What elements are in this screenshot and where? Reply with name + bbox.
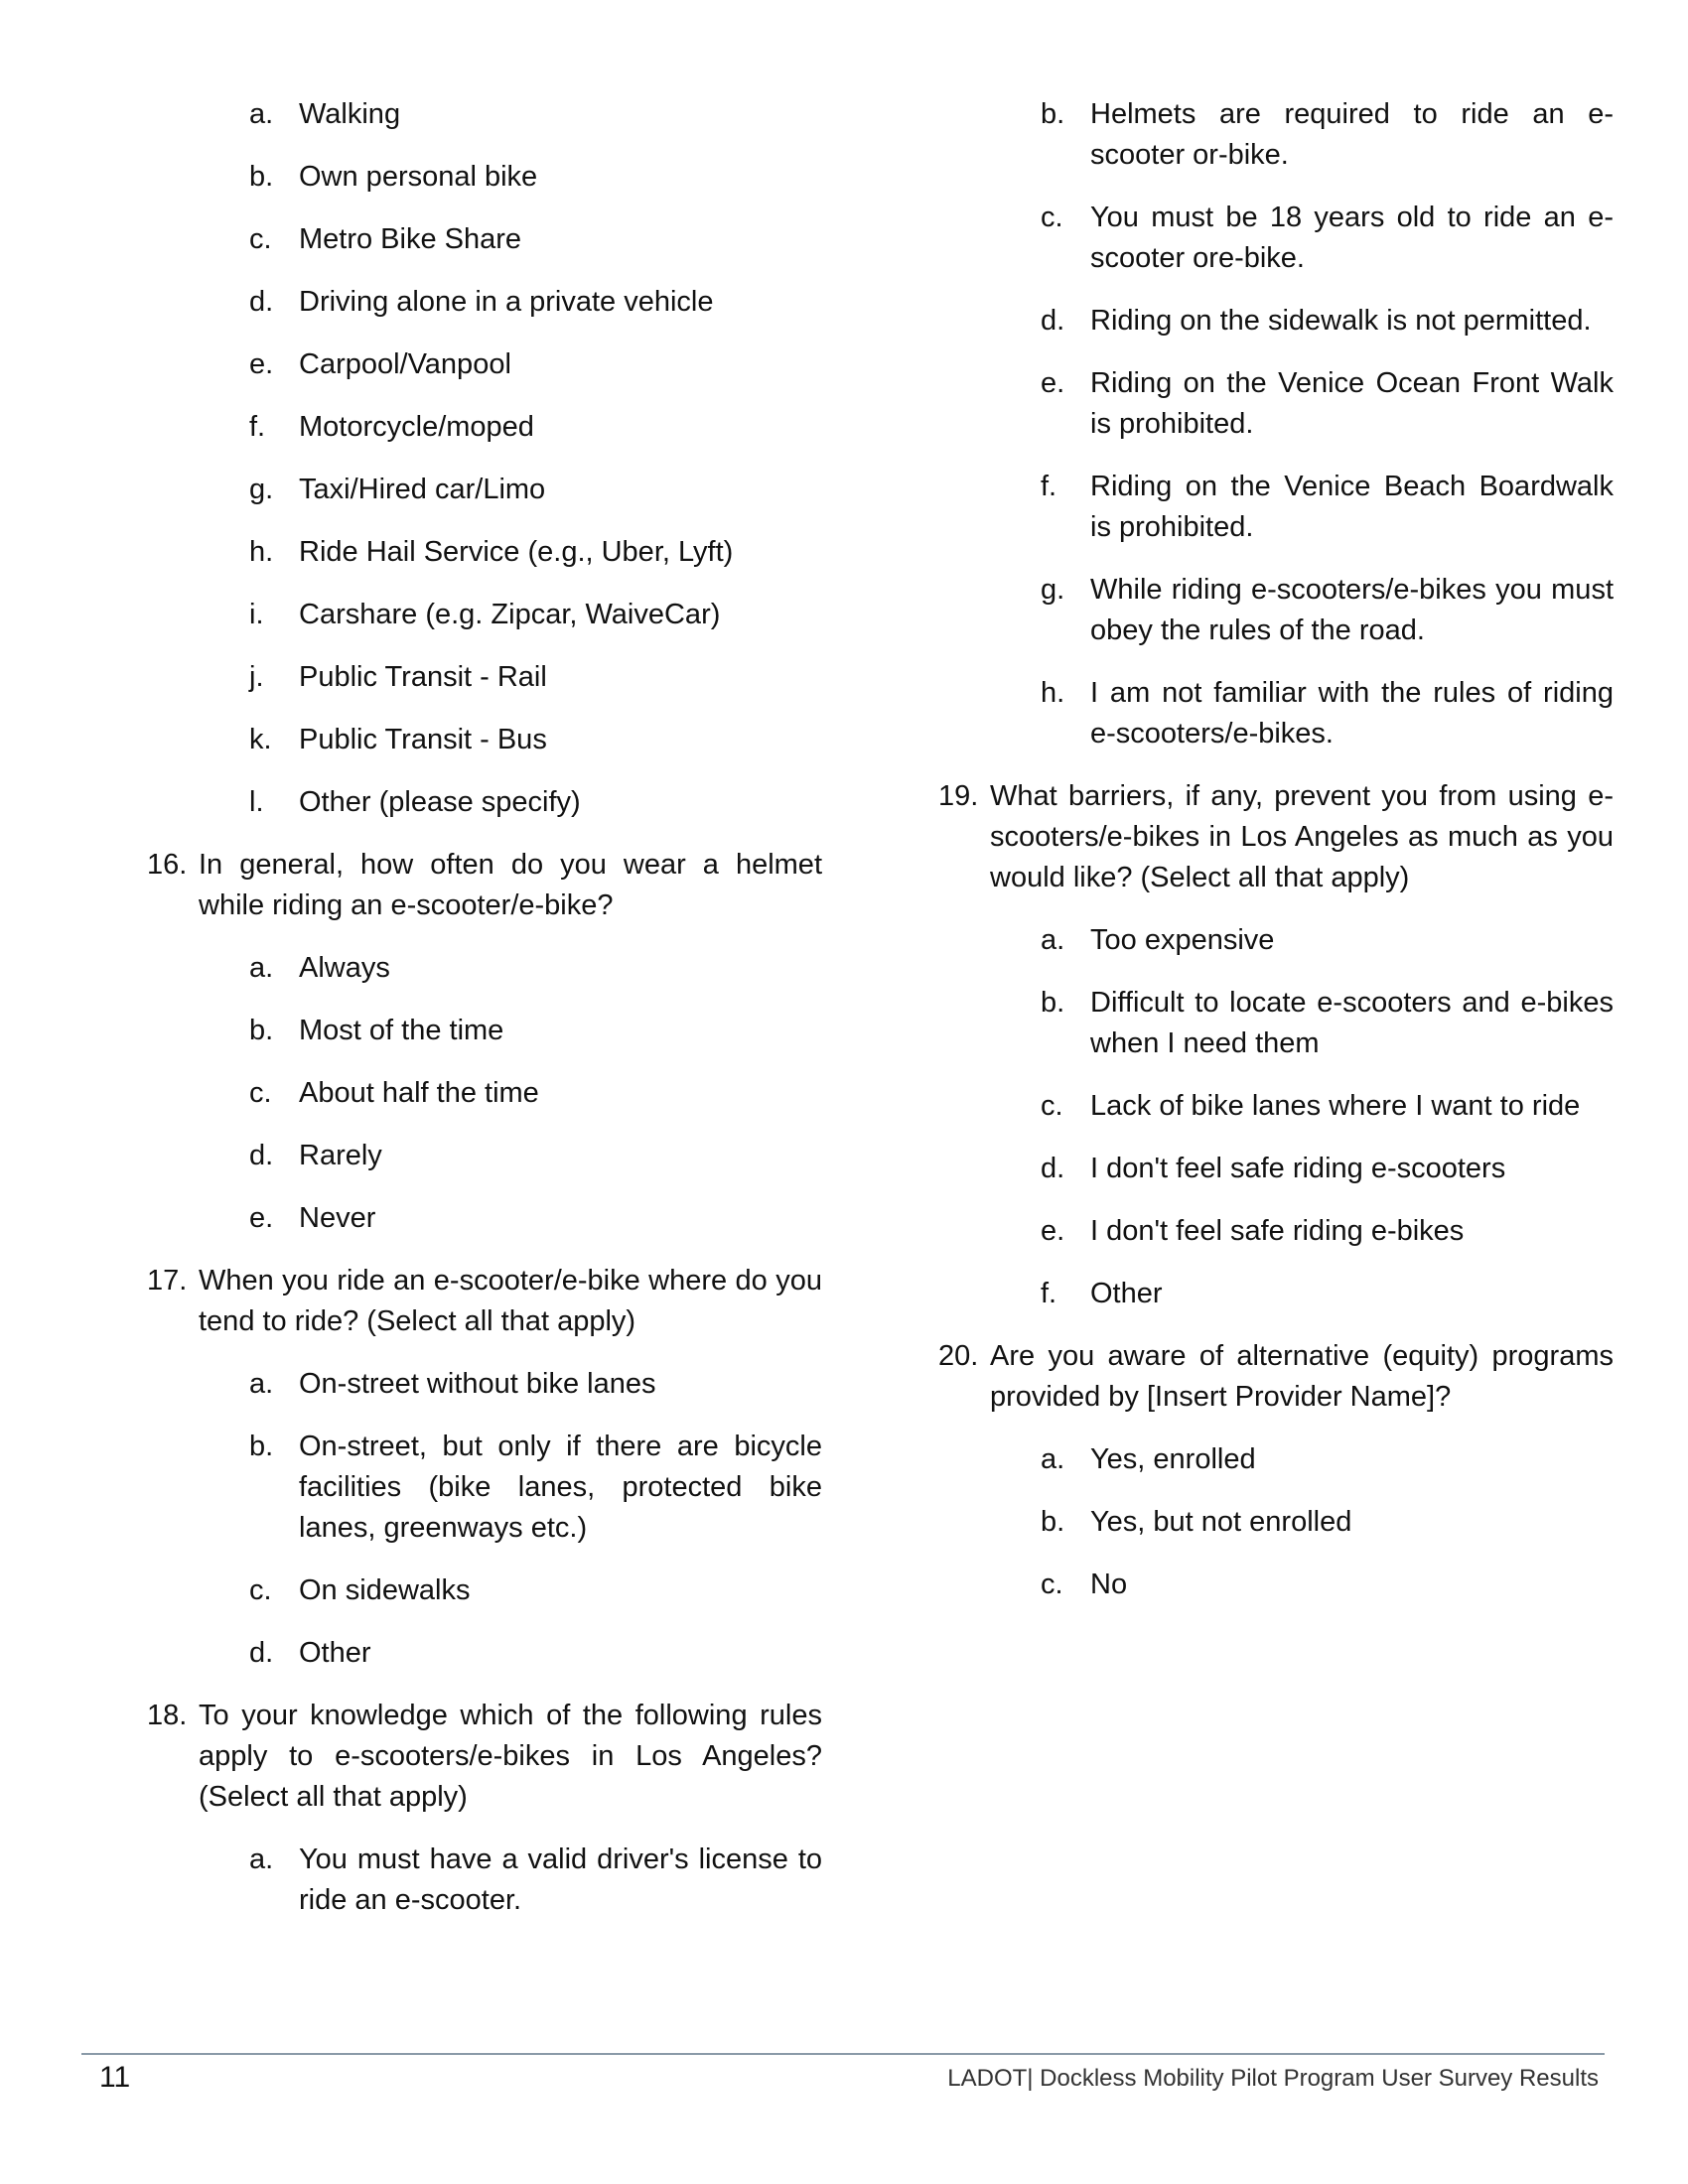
q19-option: f. Other (1041, 1278, 1163, 1309)
q18-option: h. I am not familiar with the rules of riding e-scooters/e-bikes. (1041, 677, 1614, 750)
q16-option: b. Most of the time (249, 1015, 504, 1046)
question-17: 17. When you ride an e-scooter/e-bike where do you tend to ride? (Select all that apply) (147, 1265, 822, 1337)
q15-option: i. Carshare (e.g. Zipcar, WaiveCar) (249, 599, 721, 630)
q18-option: b. Helmets are required to ride an e-scooter or-bike. (1041, 98, 1614, 171)
q17-option: a. On-street without bike lanes (249, 1368, 656, 1400)
question-16: 16. In general, how often do you wear a helmet while riding an e-scooter/e-bike? (147, 849, 822, 921)
q15-option: b. Own personal bike (249, 161, 538, 193)
q15-option: f. Motorcycle/moped (249, 411, 534, 443)
q20-option: b. Yes, but not enrolled (1041, 1506, 1352, 1538)
footer-title: LADOT| Dockless Mobility Pilot Program User Survey Results (947, 2065, 1599, 2092)
q15-option: h. Ride Hail Service (e.g., Uber, Lyft) (249, 536, 734, 568)
q18-option: c. You must be 18 years old to ride an e-scooter ore-bike. (1041, 202, 1614, 274)
q15-option: j. Public Transit - Rail (249, 661, 547, 693)
q20-option: c. No (1041, 1569, 1128, 1600)
q17-option: b. On-street, but only if there are bicycle facilities (bike lanes, protected bike lanes, greenways etc.) (249, 1431, 822, 1544)
q18-option: e. Riding on the Venice Ocean Front Walk is prohibited. (1041, 367, 1614, 440)
q18-option: d. Riding on the sidewalk is not permitted. (1041, 305, 1592, 337)
q19-option: b. Difficult to locate e-scooters and e-bikes when I need them (1041, 987, 1614, 1059)
q16-option: d. Rarely (249, 1140, 382, 1171)
q19-option: d. I don't feel safe riding e-scooters (1041, 1153, 1506, 1184)
question-19: 19. What barriers, if any, prevent you from using e-scooters/e-bikes in Los Angeles as much as you would like? (Select all that apply) (938, 780, 1614, 893)
q15-option: l. Other (please specify) (249, 786, 581, 818)
q15-option: k. Public Transit - Bus (249, 724, 547, 755)
q20-option: a. Yes, enrolled (1041, 1443, 1256, 1475)
q18-option: f. Riding on the Venice Beach Boardwalk is prohibited. (1041, 471, 1614, 543)
q16-option: e. Never (249, 1202, 376, 1234)
left-column (147, 94, 822, 1943)
q15-option: g. Taxi/Hired car/Limo (249, 474, 546, 505)
q19-option: a. Too expensive (1041, 924, 1275, 956)
q15-option: d. Driving alone in a private vehicle (249, 286, 714, 318)
q15-option: c. Metro Bike Share (249, 223, 522, 255)
question-18: 18. To your knowledge which of the following rules apply to e-scooters/e-bikes in Los Angeles? (Select all that apply) (147, 1700, 822, 1813)
q15-option: a. Walking (249, 98, 401, 130)
q18-option: a. You must have a valid driver's license to ride an e-scooter. (249, 1843, 822, 1916)
page-number: 11 (99, 2061, 131, 2094)
footer-divider (81, 2053, 1605, 2055)
q18-option: g. While riding e-scooters/e-bikes you must obey the rules of the road. (1041, 574, 1614, 646)
q15-option: e. Carpool/Vanpool (249, 348, 511, 380)
q16-option: a. Always (249, 952, 390, 984)
q17-option: c. On sidewalks (249, 1574, 471, 1606)
q17-option: d. Other (249, 1637, 371, 1669)
q19-option: e. I don't feel safe riding e-bikes (1041, 1215, 1465, 1247)
question-20: 20. Are you aware of alternative (equity) programs provided by [Insert Provider Name]? (938, 1340, 1614, 1413)
q19-option: c. Lack of bike lanes where I want to ride (1041, 1090, 1581, 1122)
q16-option: c. About half the time (249, 1077, 539, 1109)
right-column (938, 94, 1614, 1627)
